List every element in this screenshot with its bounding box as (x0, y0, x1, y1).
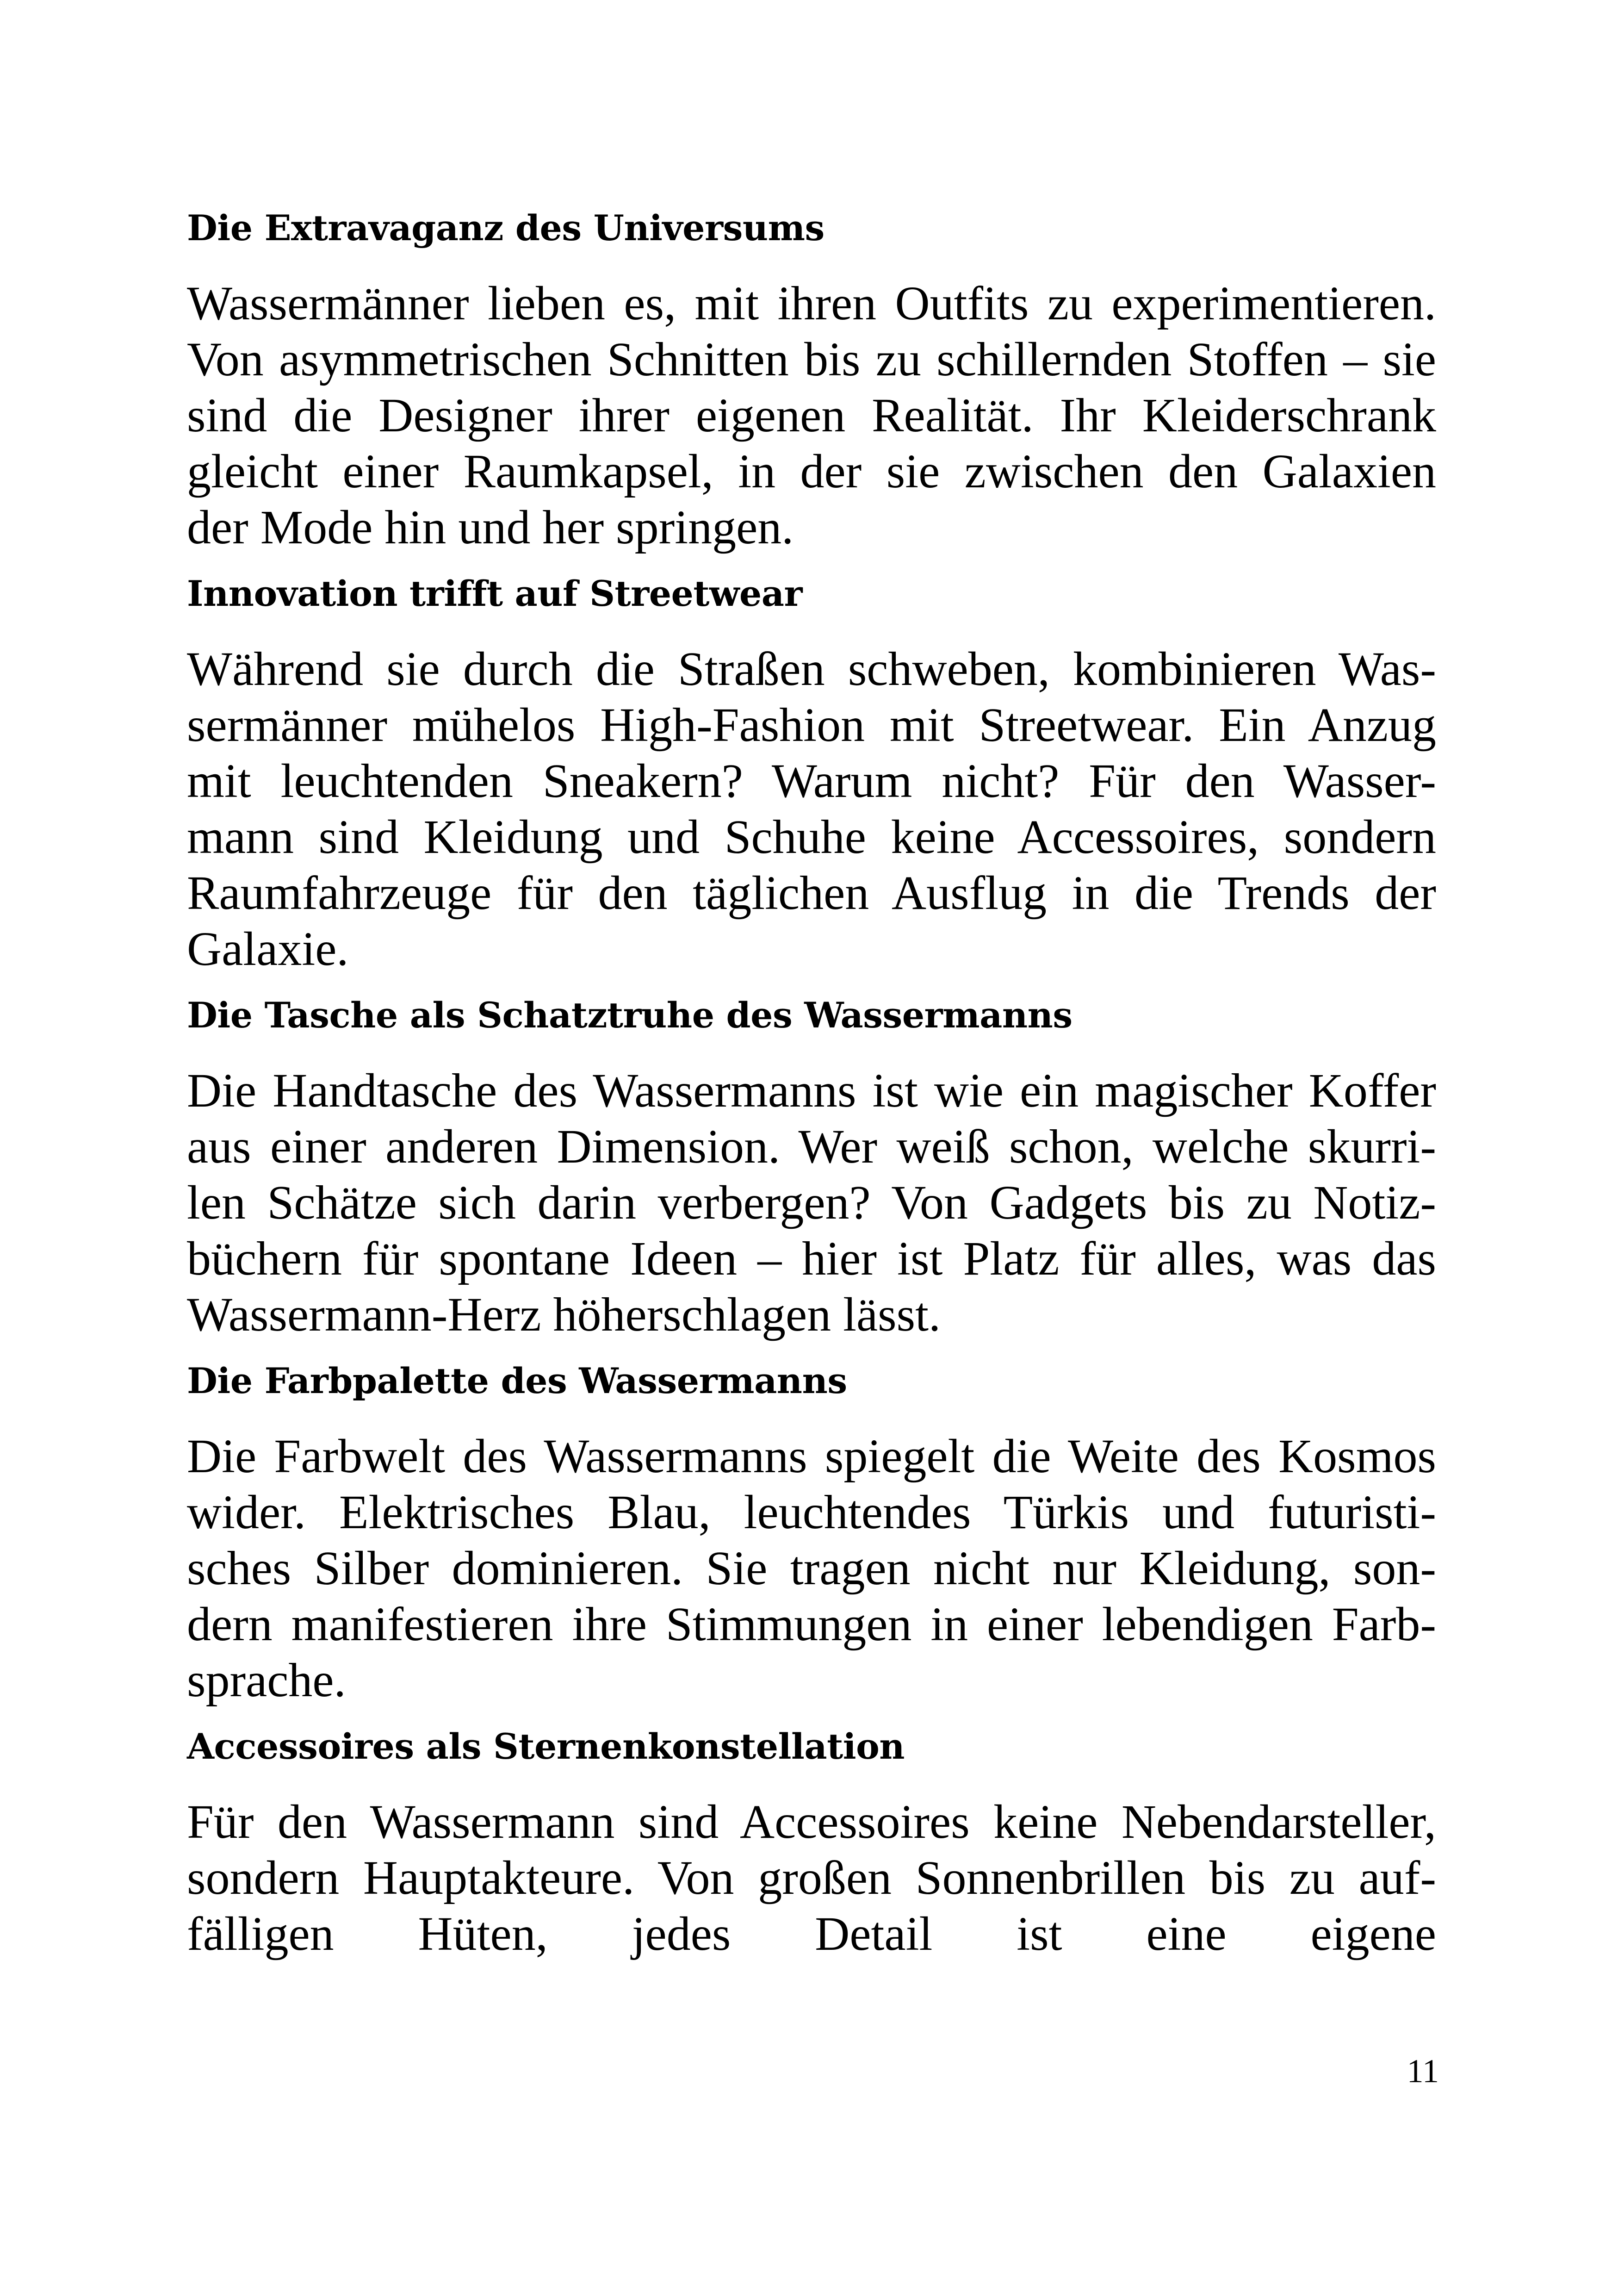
section-paragraph (187, 1428, 1436, 1708)
text-line: len Schätze sich darin verbergen? Von Gadgets bis zu Notiz- (187, 1176, 1436, 1229)
text-line: Wassermänner lieben es, mit ihren Outfits zu experimentieren. (187, 277, 1436, 330)
section-heading: Die Extravaganz des Universums (187, 207, 824, 249)
section-farbpalette (187, 1352, 1436, 1708)
section-paragraph (187, 275, 1436, 555)
text-line: Während sie durch die Straßen schweben, kombinieren Was- (187, 642, 1436, 696)
text-line: aus einer anderen Dimension. Wer weiß schon, welche skurri- (187, 1120, 1436, 1173)
text-line: sondern Hauptakteure. Von großen Sonnenbrillen bis zu auf- (187, 1851, 1436, 1904)
text-line: Galaxie. (187, 922, 349, 976)
section-heading: Accessoires als Sternenkonstellation (187, 1726, 905, 1767)
text-line: dern manifestieren ihre Stimmungen in einer lebendigen Farb- (187, 1598, 1436, 1651)
text-line: Raumfahrzeuge für den täglichen Ausflug in die Trends der (187, 866, 1436, 920)
section-paragraph (187, 1794, 1436, 1962)
section-tasche (187, 986, 1436, 1343)
text-line: gleicht einer Raumkapsel, in der sie zwischen den Galaxien (187, 445, 1436, 498)
page-number: 11 (1407, 2053, 1439, 2090)
text-line: Die Farbwelt des Wassermanns spiegelt die Weite des Kosmos (187, 1430, 1436, 1483)
section-paragraph (187, 641, 1436, 977)
text-line: Wassermann-Herz höherschlagen lässt. (187, 1288, 941, 1341)
text-line: sind die Designer ihrer eigenen Realität. Ihr Kleiderschrank (187, 389, 1436, 442)
text-line: sches Silber dominieren. Sie tragen nicht nur Kleidung, son- (187, 1542, 1436, 1595)
text-line: der Mode hin und her springen. (187, 501, 794, 554)
text-line: sermänner mühelos High-Fashion mit Streetwear. Ein Anzug (187, 698, 1436, 752)
text-line: fälligen Hüten, jedes Detail ist eine eigene (187, 1907, 1436, 1960)
text-line: Für den Wassermann sind Accessoires keine Nebendarsteller, (187, 1795, 1436, 1848)
text-line: büchern für spontane Ideen – hier ist Platz für alles, was das (187, 1232, 1436, 1285)
text-line: sprache. (187, 1654, 346, 1707)
section-streetwear (187, 565, 1436, 977)
section-accessoires (187, 1717, 1436, 1962)
text-line: Von asymmetrischen Schnitten bis zu schillernden Stoffen – sie (187, 333, 1436, 386)
section-heading: Die Tasche als Schatztruhe des Wassermanns (187, 995, 1072, 1036)
text-line: mann sind Kleidung und Schuhe keine Accessoires, sondern (187, 810, 1436, 864)
document-page (187, 199, 1436, 1971)
section-extravaganz (187, 199, 1436, 555)
section-paragraph (187, 1063, 1436, 1343)
text-line: mit leuchtenden Sneakern? Warum nicht? Für den Wasser- (187, 754, 1436, 808)
section-heading: Innovation trifft auf Streetwear (187, 573, 803, 614)
text-line: Die Handtasche des Wassermanns ist wie ein magischer Koffer (187, 1064, 1436, 1117)
section-heading: Die Farbpalette des Wassermanns (187, 1360, 847, 1401)
text-line: wider. Elektrisches Blau, leuchtendes Türkis und futuristi- (187, 1486, 1436, 1539)
